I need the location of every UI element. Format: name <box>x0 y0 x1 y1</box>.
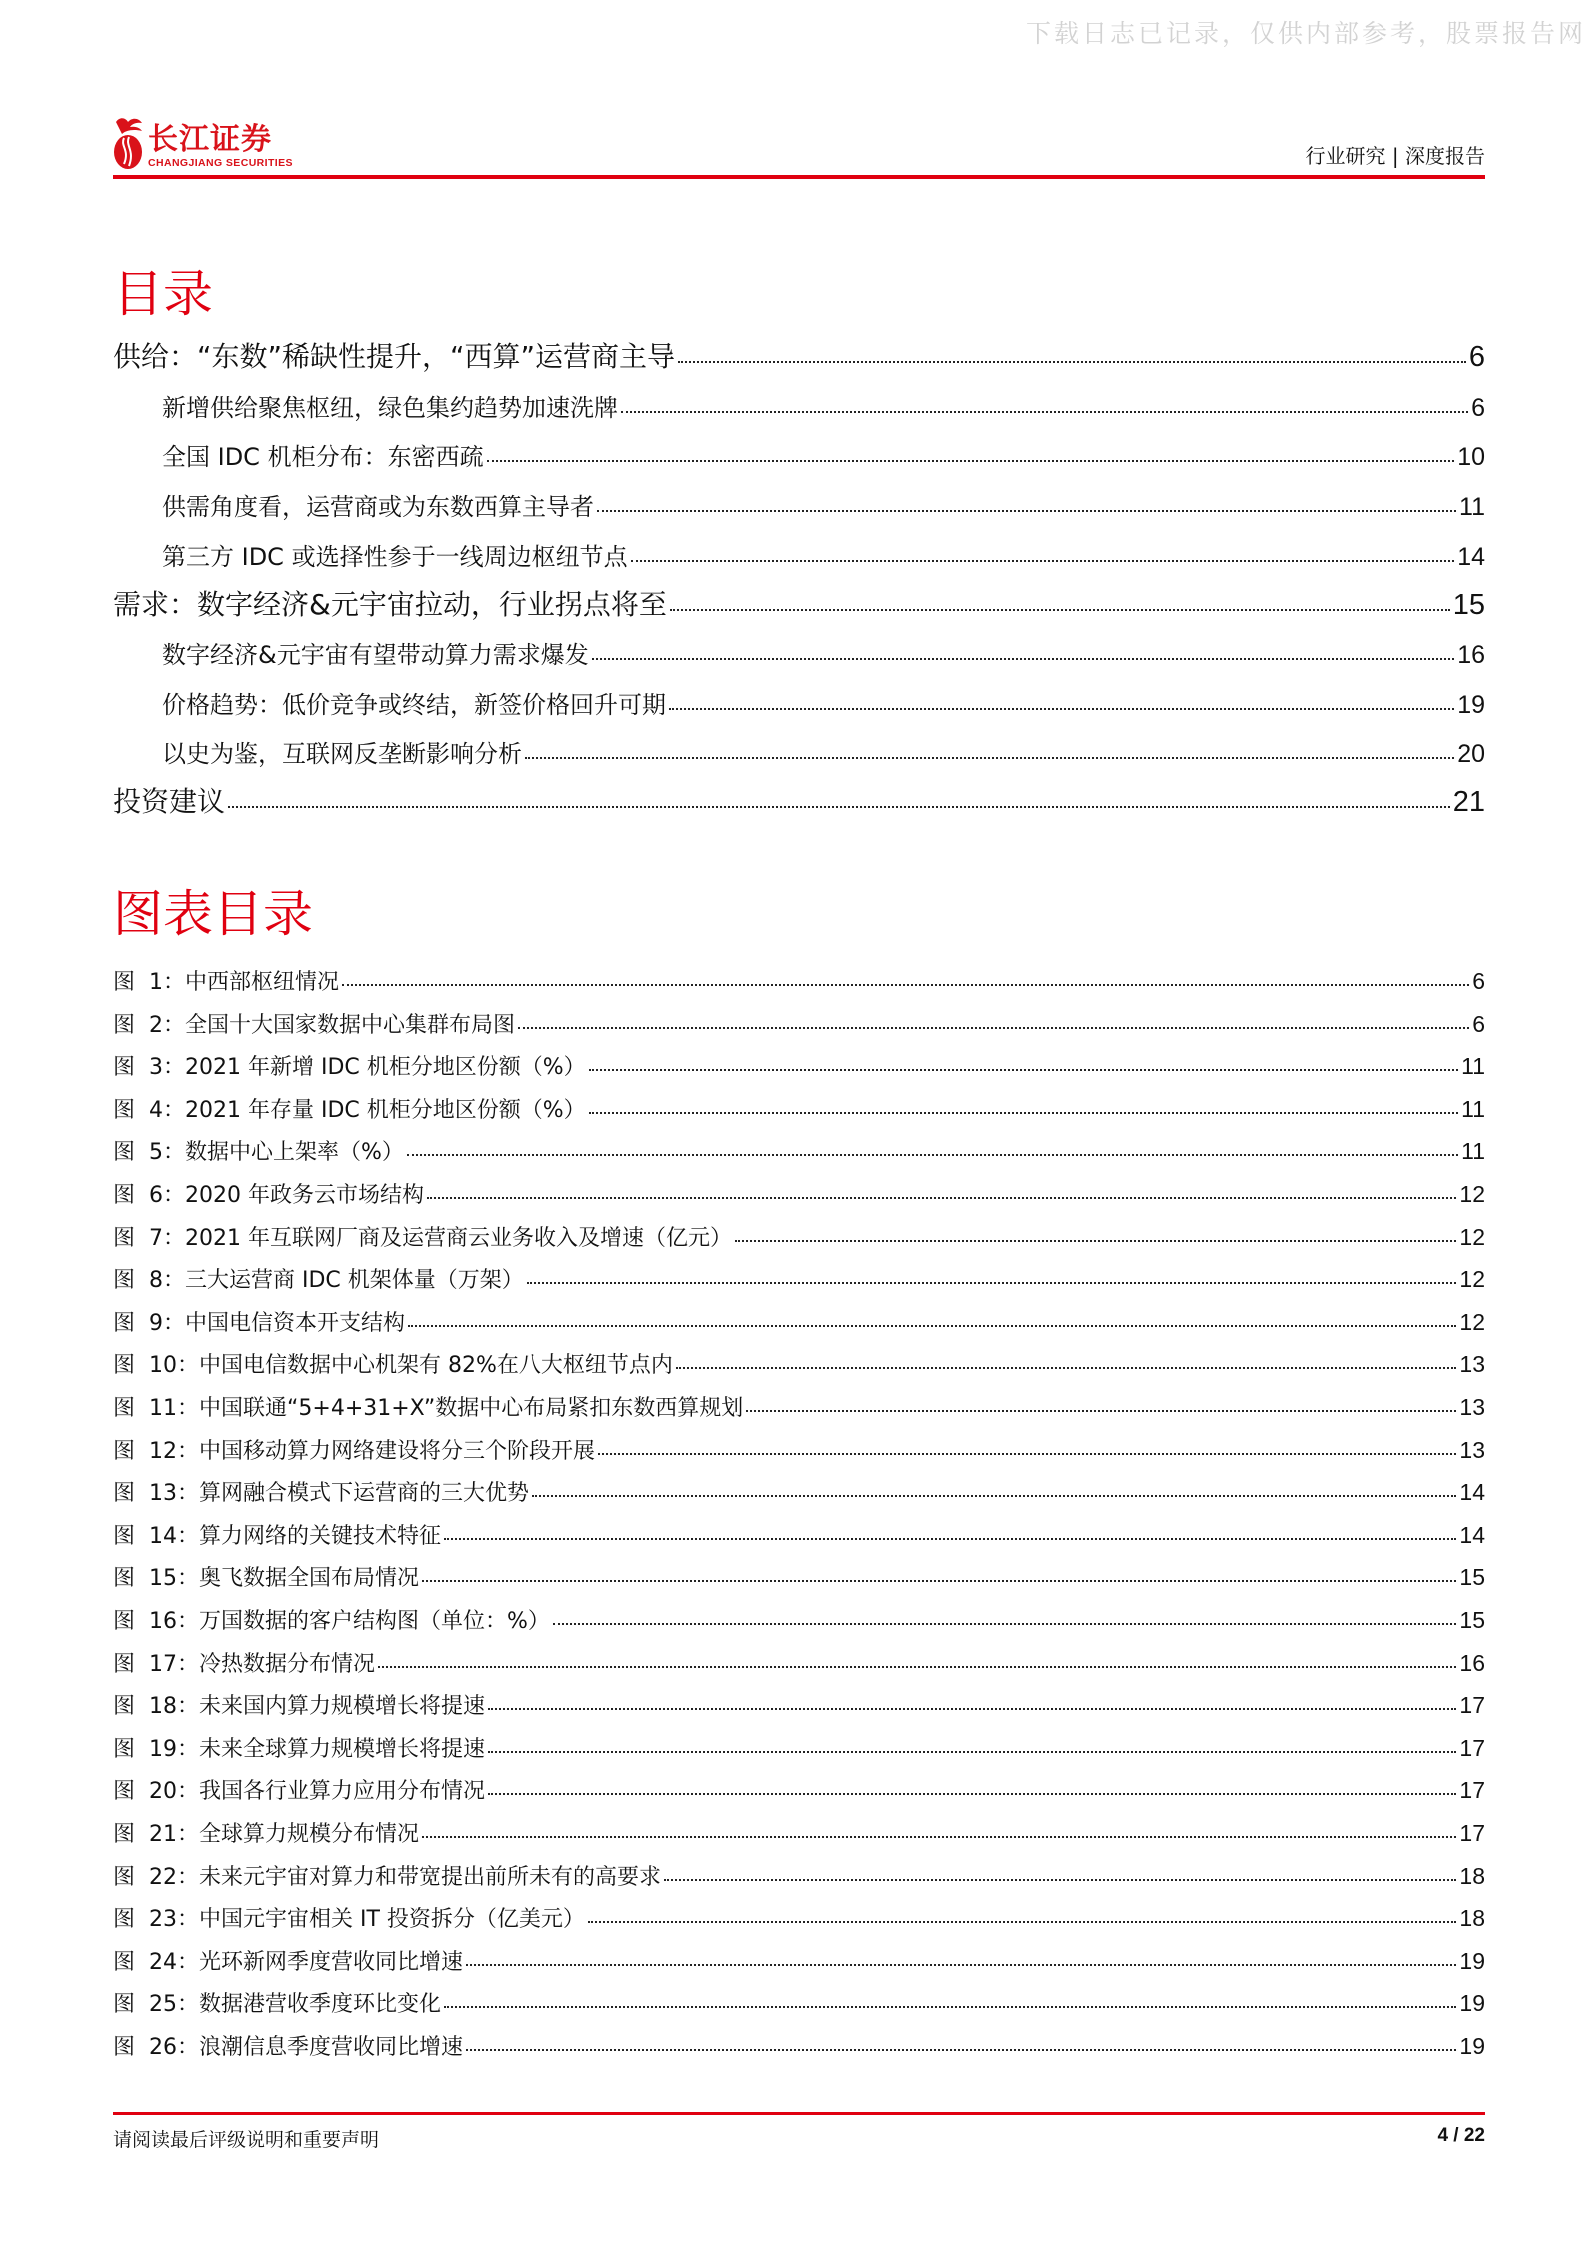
figure-list-item[interactable] <box>113 1008 1485 1040</box>
figure-title: 奥飞数据全国布局情况 <box>199 1566 420 1592</box>
figure-title: 2020 年政务云市场结构 <box>185 1183 424 1208</box>
dot-leader <box>527 1282 1457 1284</box>
figure-number: 14： <box>149 1523 199 1549</box>
figure-number: 7： <box>149 1225 185 1251</box>
dot-leader <box>589 1112 1458 1114</box>
footer-disclaimer: 请阅读最后评级说明和重要声明 <box>113 2129 380 2151</box>
figure-item-label <box>113 1263 524 1294</box>
figure-list-item[interactable] <box>113 1434 1485 1466</box>
toc-item-page: 19 <box>1457 691 1485 719</box>
figure-list-item[interactable] <box>113 1774 1485 1806</box>
figure-list-item[interactable] <box>113 1561 1485 1593</box>
figure-item-label <box>113 1689 485 1720</box>
figure-prefix: 图 <box>113 1268 136 1294</box>
figure-number: 23： <box>149 1907 199 1933</box>
dot-leader <box>466 2049 1456 2051</box>
toc-item-page: 11 <box>1459 493 1485 521</box>
logo-text-cn: 长江证券 <box>148 122 272 157</box>
figure-list-item[interactable] <box>113 1902 1485 1934</box>
toc-item-label: 投资建议 <box>113 785 226 818</box>
toc-item-label: 新增供给聚焦枢纽，绿色集约趋势加速洗牌 <box>162 394 618 422</box>
figure-prefix: 图 <box>113 1651 136 1677</box>
dot-leader <box>532 1495 1456 1497</box>
figure-title: 算力网络的关键技术特征 <box>199 1523 442 1549</box>
figure-title: 中国电信数据中心机架有 82%在八大枢纽节点内 <box>199 1353 673 1379</box>
dot-leader <box>589 1069 1458 1071</box>
toc-item[interactable] <box>113 583 1485 623</box>
figure-list-item[interactable] <box>113 965 1485 997</box>
toc-item-page: 16 <box>1457 641 1485 669</box>
logo-text-en: CHANGJIANG SECURITIES <box>148 157 293 169</box>
figure-number: 8： <box>149 1268 185 1294</box>
dot-leader <box>678 361 1466 363</box>
figure-prefix: 图 <box>113 1523 136 1549</box>
figure-title: 数据港营收季度环比变化 <box>199 1992 442 2018</box>
toc-item[interactable] <box>162 487 1485 523</box>
figure-list-item[interactable] <box>113 1050 1485 1082</box>
figure-number: 10： <box>149 1353 199 1379</box>
figures-title: 图表目录 <box>113 885 313 943</box>
figure-item-page: 6 <box>1472 1010 1485 1037</box>
toc-item-label: 供给：“东数”稀缺性提升，“西算”运营商主导 <box>113 340 676 373</box>
figure-prefix: 图 <box>113 970 136 995</box>
toc-item-label: 数字经济&元宇宙有望带动算力需求爆发 <box>162 641 589 669</box>
figure-prefix: 图 <box>113 1438 136 1464</box>
figure-number: 17： <box>149 1651 199 1677</box>
figure-title: 中西部枢纽情况 <box>185 970 340 995</box>
header-divider <box>113 175 1485 179</box>
dot-leader <box>466 1964 1456 1966</box>
figure-number: 5： <box>149 1140 185 1166</box>
figure-item-label <box>113 2030 463 2061</box>
figure-item-label <box>113 1902 585 1933</box>
figure-list-item[interactable] <box>113 1945 1485 1977</box>
footer-divider <box>113 2112 1485 2115</box>
figure-item-page: 11 <box>1461 1095 1485 1122</box>
figure-item-page: 13 <box>1459 1351 1485 1378</box>
figure-list-item[interactable] <box>113 1987 1485 2019</box>
dot-leader <box>592 658 1454 660</box>
figure-title: 中国移动算力网络建设将分三个阶段开展 <box>199 1438 596 1464</box>
figure-title: 我国各行业算力应用分布情况 <box>199 1779 486 1805</box>
figure-title: 万国数据的客户结构图（单位：%） <box>199 1609 550 1634</box>
figure-item-label <box>113 1178 424 1209</box>
figure-list-item[interactable] <box>113 1348 1485 1380</box>
toc-item-label: 以史为鉴，互联网反垄断影响分析 <box>162 740 522 768</box>
figure-item-page: 17 <box>1459 1692 1485 1719</box>
figure-item-page: 12 <box>1459 1181 1485 1207</box>
figure-number: 26： <box>149 2035 199 2060</box>
figure-number: 20： <box>149 1779 199 1805</box>
figure-title: 中国元宇宙相关 IT 投资拆分（亿美元） <box>199 1907 585 1933</box>
dot-leader <box>598 1453 1456 1455</box>
toc-item-page: 21 <box>1452 786 1485 818</box>
figure-list-item[interactable] <box>113 1647 1485 1679</box>
toc-item-page: 14 <box>1457 543 1485 571</box>
figure-item-label <box>113 1008 515 1039</box>
figure-list-item[interactable] <box>113 2030 1485 2062</box>
dot-leader <box>488 1708 1456 1710</box>
dot-leader <box>588 1921 1456 1923</box>
figure-prefix: 图 <box>113 1822 136 1847</box>
figure-title: 2021 年新增 IDC 机柜分地区份额（%） <box>185 1055 586 1081</box>
figure-number: 21： <box>149 1822 199 1847</box>
figure-item-page: 18 <box>1459 1862 1485 1889</box>
figure-list-item[interactable] <box>113 1732 1485 1764</box>
figure-item-label <box>113 1817 419 1848</box>
dot-leader <box>228 806 1450 808</box>
figure-item-page: 15 <box>1459 1607 1485 1633</box>
toc-item-page: 10 <box>1457 443 1485 471</box>
figure-item-label <box>113 1348 673 1379</box>
dot-leader <box>597 510 1456 512</box>
figure-list-item[interactable] <box>113 1221 1485 1253</box>
dot-leader <box>422 1836 1456 1838</box>
figure-item-label <box>113 1987 441 2018</box>
dot-leader <box>422 1580 1456 1582</box>
dot-leader <box>408 1325 1456 1327</box>
dot-leader <box>487 460 1455 462</box>
dot-leader <box>488 1751 1456 1753</box>
toc-item[interactable] <box>162 635 1485 671</box>
figure-item-page: 15 <box>1459 1564 1485 1591</box>
company-logo <box>112 110 322 170</box>
figure-prefix: 图 <box>113 1609 136 1634</box>
toc-item-label: 需求：数字经济&元宇宙拉动，行业拐点将至 <box>113 588 667 621</box>
figure-item-label <box>113 1860 661 1891</box>
dot-leader <box>378 1666 1456 1668</box>
figure-item-label <box>113 1391 743 1422</box>
figure-list-item[interactable] <box>113 1604 1485 1636</box>
toc-item[interactable] <box>162 437 1485 473</box>
figure-item-page: 18 <box>1459 1905 1485 1932</box>
figure-list-item[interactable] <box>113 1519 1485 1551</box>
figure-number: 19： <box>149 1736 199 1762</box>
dot-leader <box>631 560 1455 562</box>
toc-item-page: 6 <box>1468 341 1485 373</box>
figure-prefix: 图 <box>113 1055 136 1081</box>
figure-number: 25： <box>149 1992 199 2018</box>
figure-item-page: 14 <box>1459 1521 1485 1548</box>
toc-item-page: 6 <box>1471 394 1485 422</box>
figure-number: 11： <box>149 1396 199 1421</box>
figure-number: 3： <box>149 1055 185 1081</box>
toc-item-page: 15 <box>1452 589 1485 621</box>
figure-number: 12： <box>149 1438 199 1464</box>
figure-item-page: 16 <box>1459 1649 1485 1676</box>
figure-title: 未来元宇宙对算力和带宽提出前所未有的高要求 <box>199 1864 662 1890</box>
figure-item-page: 12 <box>1459 1266 1485 1293</box>
figure-title: 全国十大国家数据中心集群布局图 <box>185 1012 516 1038</box>
figure-item-page: 6 <box>1472 968 1485 994</box>
figure-item-label <box>113 1306 405 1337</box>
figure-item-label <box>113 1050 586 1081</box>
figure-title: 算网融合模式下运营商的三大优势 <box>199 1481 530 1507</box>
figure-prefix: 图 <box>113 1779 136 1805</box>
figure-item-page: 11 <box>1461 1138 1485 1165</box>
figure-number: 18： <box>149 1694 199 1720</box>
toc-item-label: 第三方 IDC 或选择性参于一线周边枢纽节点 <box>162 543 628 571</box>
figure-item-page: 13 <box>1459 1436 1485 1463</box>
figure-list-item[interactable] <box>113 1476 1485 1508</box>
figure-prefix: 图 <box>113 1396 136 1421</box>
figure-title: 未来国内算力规模增长将提速 <box>199 1694 486 1720</box>
figure-item-page: 12 <box>1459 1308 1485 1335</box>
figure-number: 15： <box>149 1566 199 1592</box>
dot-leader <box>676 1367 1457 1369</box>
dot-leader <box>621 411 1468 413</box>
figure-title: 2021 年存量 IDC 机柜分地区份额（%） <box>185 1097 586 1123</box>
toc-item[interactable] <box>162 537 1485 573</box>
figure-prefix: 图 <box>113 1012 136 1038</box>
figure-prefix: 图 <box>113 1353 136 1379</box>
figure-item-page: 17 <box>1459 1734 1485 1761</box>
toc-item-label: 价格趋势：低价竞争或终结，新签价格回升可期 <box>162 691 666 719</box>
dot-leader <box>553 1623 1457 1625</box>
figure-prefix: 图 <box>113 1097 136 1123</box>
figure-prefix: 图 <box>113 1140 136 1166</box>
figure-number: 6： <box>149 1183 185 1208</box>
dot-leader <box>518 1027 1469 1029</box>
dot-leader <box>746 1410 1456 1412</box>
dot-leader <box>342 984 1469 986</box>
figure-item-label <box>113 1093 586 1124</box>
figure-item-page: 12 <box>1459 1223 1485 1250</box>
figure-prefix: 图 <box>113 1864 136 1890</box>
dot-leader <box>525 757 1454 759</box>
figure-title: 2021 年互联网厂商及运营商云业务收入及增速（亿元） <box>185 1225 732 1251</box>
figure-list-item[interactable] <box>113 1135 1485 1167</box>
figure-list-item[interactable] <box>113 1391 1485 1423</box>
watermark: 下载日志已记录，仅供内部参考，股票报告网 <box>1025 19 1586 48</box>
toc-item[interactable] <box>162 685 1485 721</box>
dot-leader <box>407 1154 1458 1156</box>
dot-leader <box>427 1197 1456 1199</box>
dot-leader <box>444 2006 1456 2008</box>
dot-leader <box>488 1793 1456 1795</box>
figure-title: 三大运营商 IDC 机架体量（万架） <box>185 1268 524 1294</box>
figure-prefix: 图 <box>113 1566 136 1592</box>
toc-item-label: 全国 IDC 机柜分布：东密西疏 <box>162 443 484 471</box>
figure-title: 光环新网季度营收同比增速 <box>199 1949 464 1975</box>
dot-leader <box>669 708 1454 710</box>
figure-prefix: 图 <box>113 2035 136 2060</box>
toc-item[interactable] <box>113 780 1485 820</box>
toc-item-label: 供需角度看，运营商或为东数西算主导者 <box>162 493 594 521</box>
figure-item-label <box>113 1135 404 1166</box>
figure-title: 数据中心上架率（%） <box>185 1140 404 1166</box>
figure-list-item[interactable] <box>113 1689 1485 1721</box>
figure-list-item[interactable] <box>113 1817 1485 1849</box>
figure-prefix: 图 <box>113 1949 136 1975</box>
figure-number: 1： <box>149 970 185 995</box>
figure-list-item[interactable] <box>113 1860 1485 1892</box>
figure-number: 22： <box>149 1864 199 1890</box>
figure-prefix: 图 <box>113 1694 136 1720</box>
figure-title: 中国电信资本开支结构 <box>185 1310 406 1336</box>
figure-number: 4： <box>149 1097 185 1123</box>
figure-item-label <box>113 1561 419 1592</box>
figure-title: 冷热数据分布情况 <box>199 1651 376 1677</box>
figure-item-label <box>113 1774 485 1805</box>
figure-number: 2： <box>149 1012 185 1038</box>
figure-item-page: 17 <box>1459 1777 1485 1804</box>
figure-prefix: 图 <box>113 1481 136 1507</box>
toc-title: 目录 <box>113 265 213 323</box>
figure-prefix: 图 <box>113 1736 136 1762</box>
logo-emblem-icon <box>112 114 144 170</box>
figure-list-item[interactable] <box>113 1263 1485 1295</box>
figure-item-page: 19 <box>1459 2033 1485 2059</box>
figure-item-label <box>113 1519 441 1550</box>
figure-prefix: 图 <box>113 1225 136 1251</box>
figure-item-page: 19 <box>1459 1990 1485 2017</box>
figure-item-label <box>113 965 339 996</box>
figure-list-item[interactable] <box>113 1306 1485 1338</box>
figure-number: 9： <box>149 1310 185 1336</box>
dot-leader <box>735 1240 1456 1242</box>
figure-prefix: 图 <box>113 1992 136 2018</box>
figure-item-page: 14 <box>1459 1479 1485 1506</box>
dot-leader <box>444 1538 1456 1540</box>
toc-item[interactable] <box>113 335 1485 375</box>
figure-title: 浪潮信息季度营收同比增速 <box>199 2035 464 2060</box>
page-indicator: 4 / 22 <box>1437 2125 1485 2146</box>
dot-leader <box>664 1879 1456 1881</box>
toc-item[interactable] <box>162 734 1485 770</box>
figure-item-label <box>113 1945 463 1976</box>
figure-number: 16： <box>149 1609 199 1634</box>
figure-item-label <box>113 1647 375 1678</box>
report-type-tag: 行业研究 | 深度报告 <box>1305 144 1485 168</box>
figure-item-page: 13 <box>1459 1394 1485 1420</box>
figure-title: 中国联通“5+4+31+X”数据中心布局紧扣东数西算规划 <box>199 1396 744 1421</box>
figure-item-label <box>113 1732 485 1763</box>
figure-prefix: 图 <box>113 1183 136 1208</box>
dot-leader <box>670 609 1450 611</box>
toc-item-page: 20 <box>1457 740 1485 768</box>
figure-number: 13： <box>149 1481 199 1507</box>
figure-title: 未来全球算力规模增长将提速 <box>199 1736 486 1762</box>
figure-item-label <box>113 1604 550 1635</box>
figure-list-item[interactable] <box>113 1093 1485 1125</box>
figure-item-label <box>113 1221 732 1252</box>
figure-number: 24： <box>149 1949 199 1975</box>
figure-item-label <box>113 1476 529 1507</box>
figure-list-item[interactable] <box>113 1178 1485 1210</box>
figure-prefix: 图 <box>113 1310 136 1336</box>
figure-title: 全球算力规模分布情况 <box>199 1822 420 1847</box>
figure-prefix: 图 <box>113 1907 136 1933</box>
toc-item[interactable] <box>162 388 1485 424</box>
figure-item-label <box>113 1434 595 1465</box>
figure-item-page: 11 <box>1461 1053 1485 1080</box>
figure-item-page: 19 <box>1459 1947 1485 1974</box>
figure-item-page: 17 <box>1459 1820 1485 1846</box>
